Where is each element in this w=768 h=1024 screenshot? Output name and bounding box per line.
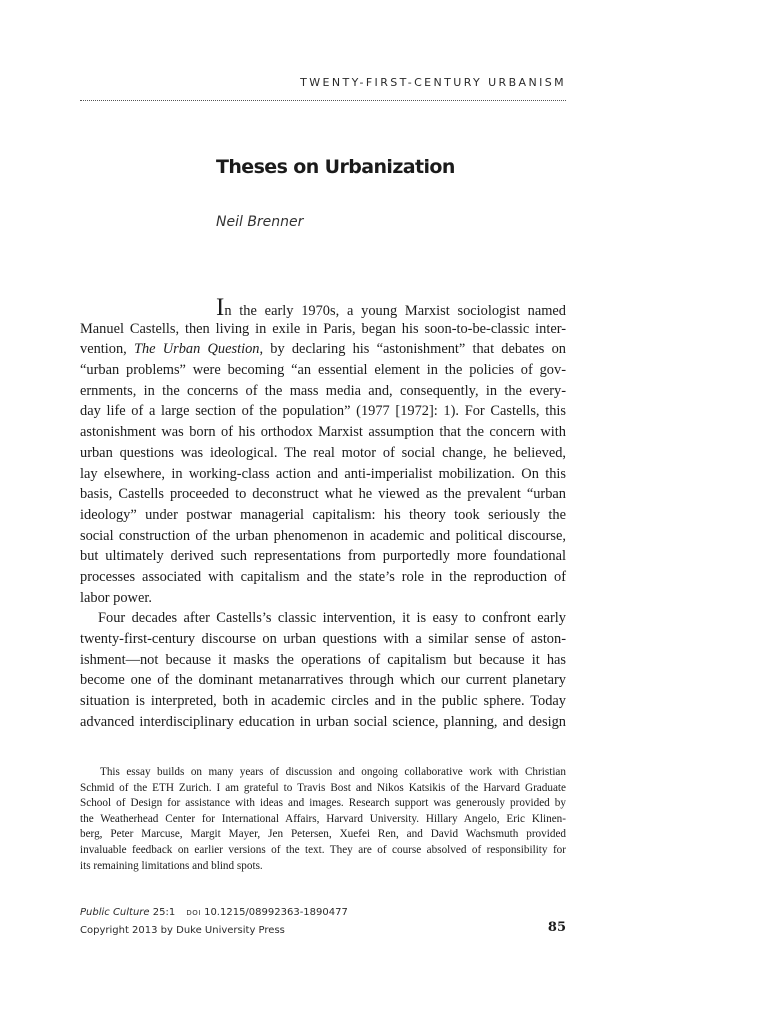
footnote-line: invaluable feedback on earlier versions of the text. They are of course absolved of responsibility for [80,843,566,856]
publication-info [80,904,348,939]
running-head: TWENTY-FIRST-CENTURY URBANISM [300,76,566,89]
body-line-text: n the early 1970s, a young Marxist sociologist named [224,303,566,319]
body-line: basis, Castells proceeded to deconstruct what he viewed as the prevalent “urban [80,486,566,503]
body-line: situation is interpreted, both in academic circles and in the public sphere. Today [80,693,566,710]
body-line: ideology” under postwar managerial capitalism: his theory took seriously the [80,506,566,523]
body-line: “urban problems” were becoming “an essential element in the policies of gov- [80,362,566,379]
drop-cap: I [216,294,225,321]
body-line: ishment—not because it masks the operations of capitalism but because it has [80,651,566,668]
footnote-line: its remaining limitations and blind spots. [80,859,263,872]
body-line: Four decades after Castells’s classic intervention, it is easy to confront early [98,610,566,627]
article-title: Theses on Urbanization [216,156,455,178]
book-title: The Urban Question [133,341,260,358]
body-line: labor power. [80,589,152,606]
footnote-line: School of Design for assistance with ideas and images. Research support was generously provided by [80,797,566,810]
body-line: urban questions was ideological. The real motor of social change, he believed, [80,444,566,461]
journal-name: Public Culture [80,907,150,918]
body-line: twenty-first-century discourse on urban questions with a similar sense of aston- [80,631,566,647]
footnote-line: the Weatherhead Center for International Affairs, Harvard University. Hillary Angelo, Eric Klinen- [80,812,566,825]
doi-label: DOI [186,909,201,917]
body-line-text: , by declaring his “astonishment” that debates on [259,341,566,358]
body-line-text: urban problems” were becoming “an essential element in the policies of gov- [86,362,566,379]
body-line: but ultimately derived such representations from purportedly more foundational [80,548,566,565]
body-line-text: vention, [80,341,134,358]
doi-value: 10.1215/08992363-1890477 [204,907,348,918]
body-line: processes associated with capitalism and the state’s role in the reproduction of [80,568,566,585]
body-line: become one of the dominant metanarratives through which our current planetary [80,672,566,689]
body-line: day life of a large section of the population” (1977 [1972]: 1). For Castells, this [80,403,566,420]
dotted-rule [80,100,566,101]
page-number: 85 [547,920,566,935]
body-line: advanced interdisciplinary education in urban social science, planning, and design [80,713,566,730]
copyright-notice: Copyright 2013 by Duke University Press [80,925,285,936]
journal-line [80,904,348,922]
body-text [80,294,566,732]
body-line [80,294,566,321]
article-author: Neil Brenner [216,214,304,230]
footnote-line: Schmid of the ETH Zurich. I am grateful to Travis Bost and Nikos Katsikis of the Harvard Graduate [80,781,566,794]
footnote-line: berg, Peter Marcuse, Margit Mayer, Jen Petersen, Xuefei Ren, and David Wachsmuth provided [80,828,566,841]
body-line: Manuel Castells, then living in exile in Paris, began his soon-to-be-classic inter- [80,320,566,337]
body-line [80,339,566,360]
body-line: social construction of the urban phenomenon in academic and political discourse, [80,527,566,544]
body-line: astonishment was born of his orthodox Marxist assumption that the concern with [80,424,566,441]
journal-issue: 25:1 [152,907,176,918]
footnote-line: This essay builds on many years of discussion and ongoing collaborative work with Christian [100,766,566,778]
body-line: lay elsewhere, in working-class action and anti-imperialist mobilization. On this [80,465,566,482]
body-line: ernments, in the concerns of the mass media and, consequently, in the every- [80,382,566,399]
footnote [80,765,566,874]
